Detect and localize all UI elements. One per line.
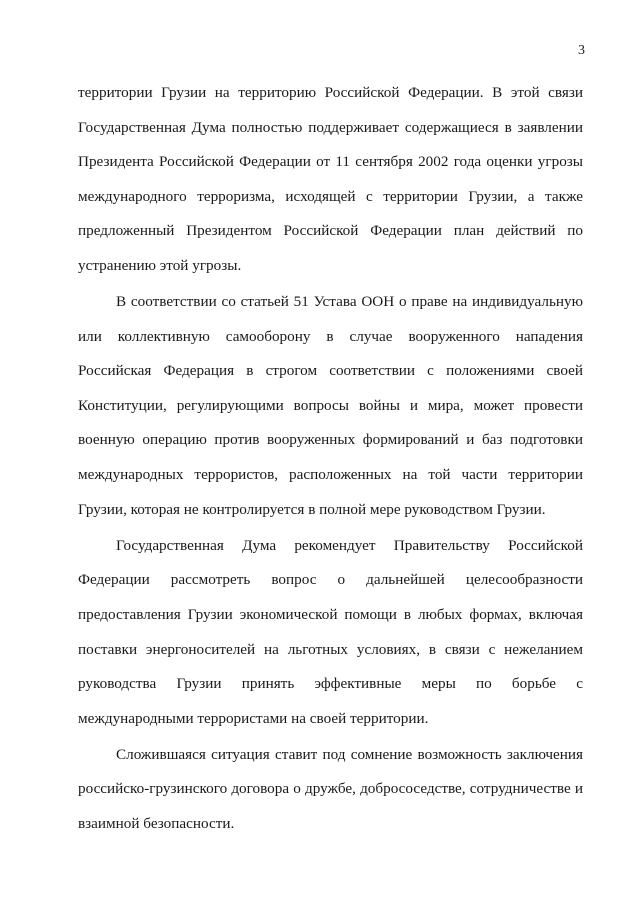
paragraph-continuation: территории Грузии на территорию Российской Федерации. В этой связи Государственная Дума полностью поддерживает содержащиеся в заявлении Президента Российской Федерации от 11 сентября 2002 года оценки угрозы международного терроризма, исходящей с территории Грузии, а также предложенный Президентом Российской Федерации план действий по устранению этой угрозы. (78, 84, 583, 274)
paragraph-economic-aid: Государственная Дума рекомендует Правительству Российской Федерации рассмотреть вопрос о дальнейшей целесообразности предоставления Грузии экономической помощи в любых формах, включая поставки энергоносителей на льготных условиях, в связи с нежеланием руководства Грузии принять эффективные меры по борьбе с международными террористами на своей территории. (78, 536, 583, 727)
page-number: 3 (578, 43, 585, 58)
paragraph-treaty: Сложившаяся ситуация ставит под сомнение возможность заключения российско-грузинского договора о дружбе, добрососедстве, сотрудничестве и взаимной безопасности. (78, 745, 583, 832)
paragraph-self-defense: В соответствии со статьей 51 Устава ООН о праве на индивидуальную или коллективную самооборону в случае вооруженного нападения Российская Федерация в строгом соответствии с положениями своей Конституции, регулирующими вопросы войны и мира, может провести военную операцию против вооруженных формирований и баз подготовки международных террористов, расположенных на той части территории Грузии, которая не контролируется в полной мере руководством Грузии. (78, 293, 583, 518)
document-body (78, 76, 583, 842)
